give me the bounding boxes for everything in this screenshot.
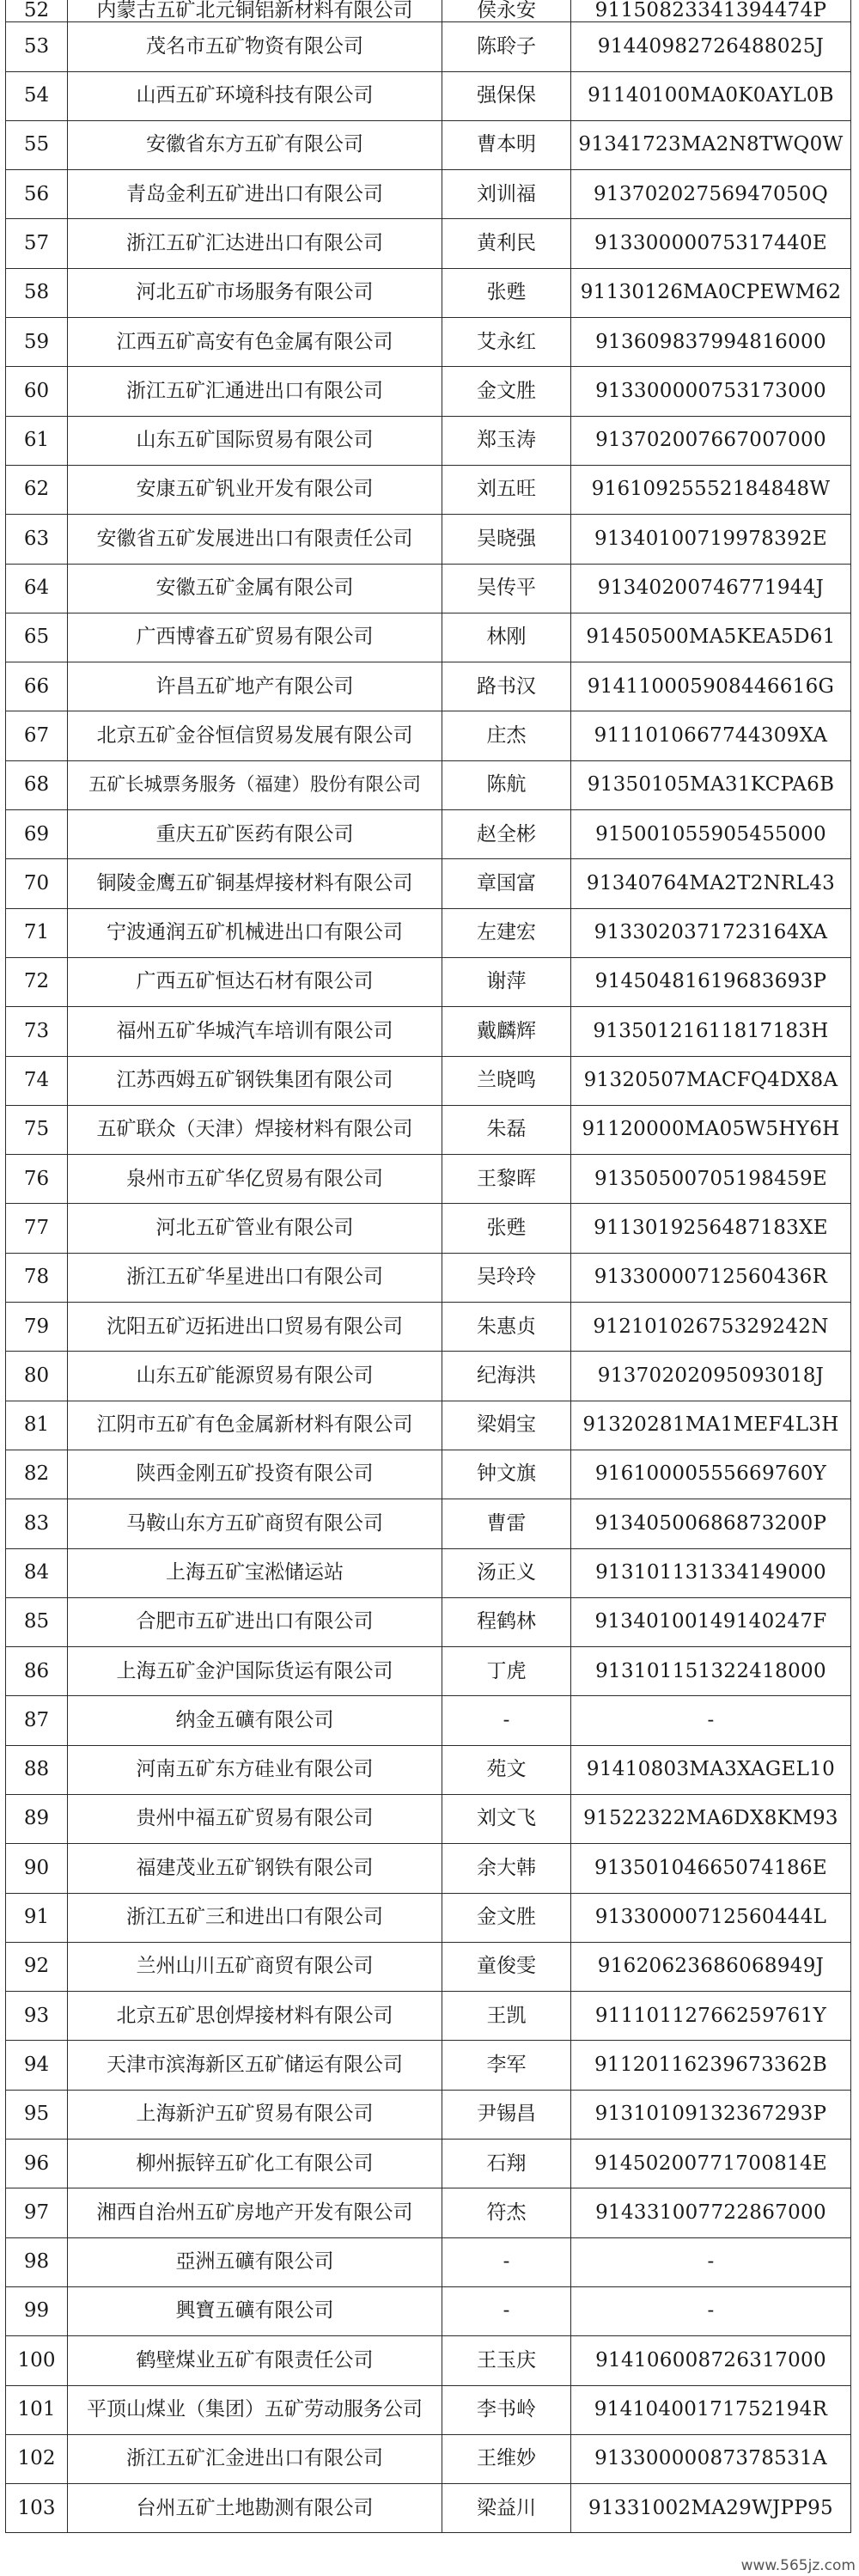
row-number: 93	[6, 1992, 68, 2041]
table-row	[6, 1499, 851, 1548]
company-name: 安徽省东方五矿有限公司	[68, 120, 442, 169]
credit-code: -	[571, 1696, 851, 1745]
legal-representative: 张甦	[442, 268, 571, 317]
credit-code: 915001055905455000	[571, 810, 851, 859]
credit-code: 91320281MA1MEF4L3H	[571, 1401, 851, 1450]
company-name: 浙江五矿汇通进出口有限公司	[68, 367, 442, 416]
legal-representative: 吴晓强	[442, 515, 571, 564]
legal-representative: 路书汉	[442, 662, 571, 711]
table-row	[6, 1548, 851, 1597]
row-number: 64	[6, 564, 68, 613]
legal-representative: 朱磊	[442, 1105, 571, 1154]
company-name: 浙江五矿汇金进出口有限公司	[68, 2434, 442, 2483]
table-row	[6, 0, 851, 22]
company-name: 江苏西姆五矿钢铁集团有限公司	[68, 1056, 442, 1105]
row-number: 67	[6, 711, 68, 760]
table-row	[6, 1647, 851, 1696]
table-row	[6, 1450, 851, 1499]
legal-representative: 刘文飞	[442, 1794, 571, 1843]
table-row	[6, 2484, 851, 2533]
legal-representative: 左建宏	[442, 908, 571, 957]
row-number: 54	[6, 71, 68, 120]
company-name: 河北五矿市场服务有限公司	[68, 268, 442, 317]
company-name: 贵州中福五矿贸易有限公司	[68, 1794, 442, 1843]
credit-code: 91350105MA31KCPA6B	[571, 760, 851, 809]
legal-representative: 戴麟辉	[442, 1007, 571, 1056]
company-name: 安康五矿钒业开发有限公司	[68, 465, 442, 514]
table-row	[6, 2090, 851, 2139]
table-row	[6, 2237, 851, 2286]
legal-representative: -	[442, 1696, 571, 1745]
legal-representative: 梁益川	[442, 2484, 571, 2533]
row-number: 82	[6, 1450, 68, 1499]
row-number: 52	[6, 0, 68, 22]
company-name: 河北五矿管业有限公司	[68, 1204, 442, 1253]
table-row	[6, 515, 851, 564]
company-name: 北京五矿思创焊接材料有限公司	[68, 1992, 442, 2041]
company-name: 广西博睿五矿贸易有限公司	[68, 613, 442, 662]
table-row	[6, 120, 851, 169]
company-name: 山东五矿国际贸易有限公司	[68, 416, 442, 465]
table-row	[6, 318, 851, 367]
credit-code: 913101151322418000	[571, 1647, 851, 1696]
company-name: 广西五矿恒达石材有限公司	[68, 957, 442, 1006]
company-name: 上海五矿宝淞储运站	[68, 1548, 442, 1597]
table-row	[6, 1352, 851, 1401]
legal-representative: 金文胜	[442, 367, 571, 416]
company-name: 马鞍山东方五矿商贸有限公司	[68, 1499, 442, 1548]
credit-code: 91350104665074186E	[571, 1844, 851, 1893]
legal-representative: 王维妙	[442, 2434, 571, 2483]
legal-representative: 童俊雯	[442, 1942, 571, 1991]
table-row	[6, 957, 851, 1006]
table-row	[6, 22, 851, 71]
row-number: 85	[6, 1597, 68, 1646]
company-name: 鹤壁煤业五矿有限责任公司	[68, 2336, 442, 2385]
company-name: 福州五矿华城汽车培训有限公司	[68, 1007, 442, 1056]
company-name: 宁波通润五矿机械进出口有限公司	[68, 908, 442, 957]
row-number: 66	[6, 662, 68, 711]
credit-code: 91440982726488025J	[571, 22, 851, 71]
legal-representative: 郑玉涛	[442, 416, 571, 465]
company-name: 興寶五礦有限公司	[68, 2286, 442, 2335]
row-number: 60	[6, 367, 68, 416]
credit-code: 91610925552184848W	[571, 465, 851, 514]
credit-code: 91370202095093018J	[571, 1352, 851, 1401]
company-name: 安徽五矿金属有限公司	[68, 564, 442, 613]
legal-representative: 苑文	[442, 1745, 571, 1794]
table-row	[6, 711, 851, 760]
table-row	[6, 1745, 851, 1794]
credit-code: 91350500705198459E	[571, 1155, 851, 1204]
legal-representative: 钟文旗	[442, 1450, 571, 1499]
row-number: 98	[6, 2237, 68, 2286]
credit-code: 914331007722867000	[571, 2188, 851, 2237]
legal-representative: 吴传平	[442, 564, 571, 613]
legal-representative: 余大韩	[442, 1844, 571, 1893]
legal-representative: 丁虎	[442, 1647, 571, 1696]
legal-representative: 艾永红	[442, 318, 571, 367]
credit-code: 91210102675329242N	[571, 1303, 851, 1352]
table-row	[6, 1696, 851, 1745]
table-row	[6, 1303, 851, 1352]
table-row	[6, 1597, 851, 1646]
company-name: 兰州山川五矿商贸有限公司	[68, 1942, 442, 1991]
row-number: 70	[6, 859, 68, 908]
legal-representative: 尹锡昌	[442, 2090, 571, 2139]
table-row	[6, 662, 851, 711]
legal-representative: -	[442, 2237, 571, 2286]
credit-code: 91340500686873200P	[571, 1499, 851, 1548]
credit-code: -	[571, 2286, 851, 2335]
company-name: 江西五矿高安有色金属有限公司	[68, 318, 442, 367]
company-name: 浙江五矿华星进出口有限公司	[68, 1253, 442, 1302]
credit-code: 914110005908446616G	[571, 662, 851, 711]
table-row	[6, 1942, 851, 1991]
company-name: 纳金五礦有限公司	[68, 1696, 442, 1745]
row-number: 76	[6, 1155, 68, 1204]
row-number: 73	[6, 1007, 68, 1056]
credit-code: 91120000MA05W5HY6H	[571, 1105, 851, 1154]
legal-representative: 王黎晖	[442, 1155, 571, 1204]
table-row	[6, 71, 851, 120]
table-row	[6, 367, 851, 416]
legal-representative: 谢萍	[442, 957, 571, 1006]
company-name: 江阴市五矿有色金属新材料有限公司	[68, 1401, 442, 1450]
table-row	[6, 2041, 851, 2090]
company-name: 沈阳五矿迈拓进出口贸易有限公司	[68, 1303, 442, 1352]
credit-code: 91330000087378531A	[571, 2434, 851, 2483]
table-row	[6, 760, 851, 809]
table-row	[6, 1401, 851, 1450]
legal-representative: 曹雷	[442, 1499, 571, 1548]
company-name: 福建茂业五矿钢铁有限公司	[68, 1844, 442, 1893]
credit-code: 91340200746771944J	[571, 564, 851, 613]
credit-code: 91330000712560436R	[571, 1253, 851, 1302]
credit-code: -	[571, 2237, 851, 2286]
company-name: 河南五矿东方硅业有限公司	[68, 1745, 442, 1794]
row-number: 80	[6, 1352, 68, 1401]
legal-representative: 金文胜	[442, 1893, 571, 1942]
company-name: 台州五矿土地勘测有限公司	[68, 2484, 442, 2533]
row-number: 92	[6, 1942, 68, 1991]
company-name: 泉州市五矿华亿贸易有限公司	[68, 1155, 442, 1204]
credit-code: 91310109132367293P	[571, 2090, 851, 2139]
legal-representative: 王玉庆	[442, 2336, 571, 2385]
table-row	[6, 465, 851, 514]
company-name: 平顶山煤业（集团）五矿劳动服务公司	[68, 2385, 442, 2434]
table-row	[6, 859, 851, 908]
row-number: 56	[6, 170, 68, 219]
table-row	[6, 1844, 851, 1893]
legal-representative: 汤正义	[442, 1548, 571, 1597]
legal-representative: 陈聆子	[442, 22, 571, 71]
credit-code: 91320507MACFQ4DX8A	[571, 1056, 851, 1105]
company-name: 重庆五矿医药有限公司	[68, 810, 442, 859]
legal-representative: 章国富	[442, 859, 571, 908]
credit-code: 91340100719978392E	[571, 515, 851, 564]
legal-representative: 黄利民	[442, 219, 571, 268]
legal-representative: 陈航	[442, 760, 571, 809]
row-number: 77	[6, 1204, 68, 1253]
table-row	[6, 2286, 851, 2335]
credit-code: 91350121611817183H	[571, 1007, 851, 1056]
company-name: 五矿长城票务服务（福建）股份有限公司	[68, 760, 442, 809]
company-name: 北京五矿金谷恒信贸易发展有限公司	[68, 711, 442, 760]
row-number: 63	[6, 515, 68, 564]
company-name: 山西五矿环境科技有限公司	[68, 71, 442, 120]
row-number: 62	[6, 465, 68, 514]
row-number: 71	[6, 908, 68, 957]
legal-representative: 强保保	[442, 71, 571, 120]
credit-code: 91150823341394474P	[571, 0, 851, 22]
credit-code: 91410803MA3XAGEL10	[571, 1745, 851, 1794]
table-row	[6, 2434, 851, 2483]
legal-representative: 朱惠贞	[442, 1303, 571, 1352]
company-name: 内蒙古五矿北元铜铝新材料有限公司	[68, 0, 442, 22]
row-number: 87	[6, 1696, 68, 1745]
row-number: 69	[6, 810, 68, 859]
legal-representative: 纪海洪	[442, 1352, 571, 1401]
credit-code: 91130126MA0CPEWM62	[571, 268, 851, 317]
table-row	[6, 1794, 851, 1843]
table-row	[6, 268, 851, 317]
credit-code: 91120116239673362B	[571, 2041, 851, 2090]
company-name: 上海五矿金沪国际货运有限公司	[68, 1647, 442, 1696]
company-name: 铜陵金鹰五矿铜基焊接材料有限公司	[68, 859, 442, 908]
table-row	[6, 416, 851, 465]
company-name: 陕西金刚五矿投资有限公司	[68, 1450, 442, 1499]
table-row	[6, 1204, 851, 1253]
credit-code: 914106008726317000	[571, 2336, 851, 2385]
company-name: 柳州振锌五矿化工有限公司	[68, 2140, 442, 2188]
table-row	[6, 219, 851, 268]
legal-representative: 梁娟宝	[442, 1401, 571, 1450]
legal-representative: 刘五旺	[442, 465, 571, 514]
credit-code: 913101131334149000	[571, 1548, 851, 1597]
row-number: 91	[6, 1893, 68, 1942]
row-number: 59	[6, 318, 68, 367]
legal-representative: 刘训福	[442, 170, 571, 219]
credit-code: 913702007667007000	[571, 416, 851, 465]
table-row	[6, 1992, 851, 2041]
row-number: 88	[6, 1745, 68, 1794]
company-name: 茂名市五矿物资有限公司	[68, 22, 442, 71]
table-row	[6, 1253, 851, 1302]
table-row	[6, 1155, 851, 1204]
site-watermark: www.565jz.com	[740, 2557, 856, 2574]
row-number: 99	[6, 2286, 68, 2335]
row-number: 79	[6, 1303, 68, 1352]
row-number: 58	[6, 268, 68, 317]
row-number: 89	[6, 1794, 68, 1843]
row-number: 61	[6, 416, 68, 465]
table-row	[6, 1007, 851, 1056]
credit-code: 91610000555669760Y	[571, 1450, 851, 1499]
legal-representative: 兰晓鸣	[442, 1056, 571, 1105]
row-number: 65	[6, 613, 68, 662]
legal-representative: 石翔	[442, 2140, 571, 2188]
credit-code: 913609837994816000	[571, 318, 851, 367]
row-number: 96	[6, 2140, 68, 2188]
row-number: 94	[6, 2041, 68, 2090]
credit-code: 913300000753173000	[571, 367, 851, 416]
legal-representative: 赵全彬	[442, 810, 571, 859]
row-number: 75	[6, 1105, 68, 1154]
company-name: 山东五矿能源贸易有限公司	[68, 1352, 442, 1401]
row-number: 102	[6, 2434, 68, 2483]
row-number: 78	[6, 1253, 68, 1302]
company-name: 安徽省五矿发展进出口有限责任公司	[68, 515, 442, 564]
table-row	[6, 2336, 851, 2385]
credit-code: 91522322MA6DX8KM93	[571, 1794, 851, 1843]
company-name: 浙江五矿三和进出口有限公司	[68, 1893, 442, 1942]
row-number: 74	[6, 1056, 68, 1105]
company-name: 合肥市五矿进出口有限公司	[68, 1597, 442, 1646]
credit-code: 9113019256487183XE	[571, 1204, 851, 1253]
credit-code: 91330000075317440E	[571, 219, 851, 268]
credit-code: 91450481619683693P	[571, 957, 851, 1006]
company-name: 青岛金利五矿进出口有限公司	[68, 170, 442, 219]
table-row	[6, 170, 851, 219]
company-name: 亞洲五礦有限公司	[68, 2237, 442, 2286]
legal-representative: 王凯	[442, 1992, 571, 2041]
table-row	[6, 810, 851, 859]
credit-code: 9133020371723164XA	[571, 908, 851, 957]
company-name: 浙江五矿汇达进出口有限公司	[68, 219, 442, 268]
row-number: 103	[6, 2484, 68, 2533]
row-number: 83	[6, 1499, 68, 1548]
legal-representative: -	[442, 2286, 571, 2335]
legal-representative: 程鹤林	[442, 1597, 571, 1646]
company-name: 上海新沪五矿贸易有限公司	[68, 2090, 442, 2139]
credit-code: 91370202756947050Q	[571, 170, 851, 219]
table-row	[6, 2140, 851, 2188]
credit-code: 91140100MA0K0AYL0B	[571, 71, 851, 120]
row-number: 55	[6, 120, 68, 169]
legal-representative: 林刚	[442, 613, 571, 662]
legal-representative: 张甦	[442, 1204, 571, 1253]
legal-representative: 吴玲玲	[442, 1253, 571, 1302]
row-number: 97	[6, 2188, 68, 2237]
row-number: 53	[6, 22, 68, 71]
row-number: 95	[6, 2090, 68, 2139]
legal-representative: 曹本明	[442, 120, 571, 169]
credit-code: 91340100149140247F	[571, 1597, 851, 1646]
table-row	[6, 2188, 851, 2237]
credit-code: 91410400171752194R	[571, 2385, 851, 2434]
credit-code: 91340764MA2T2NRL43	[571, 859, 851, 908]
row-number: 84	[6, 1548, 68, 1597]
row-number: 68	[6, 760, 68, 809]
legal-representative: 庄杰	[442, 711, 571, 760]
credit-code: 9111010667744309XA	[571, 711, 851, 760]
credit-code: 91330000712560444L	[571, 1893, 851, 1942]
company-name: 天津市滨海新区五矿储运有限公司	[68, 2041, 442, 2090]
company-name: 五矿联众（天津）焊接材料有限公司	[68, 1105, 442, 1154]
credit-code: 91110112766259761Y	[571, 1992, 851, 2041]
credit-code: 91331002MA29WJPP95	[571, 2484, 851, 2533]
row-number: 72	[6, 957, 68, 1006]
company-name: 许昌五矿地产有限公司	[68, 662, 442, 711]
table-row	[6, 1893, 851, 1942]
table-body	[6, 0, 851, 2533]
row-number: 90	[6, 1844, 68, 1893]
credit-code: 91450200771700814E	[571, 2140, 851, 2188]
credit-code: 91620623686068949J	[571, 1942, 851, 1991]
row-number: 100	[6, 2336, 68, 2385]
row-number: 101	[6, 2385, 68, 2434]
company-list-table	[5, 0, 851, 2533]
row-number: 81	[6, 1401, 68, 1450]
row-number: 57	[6, 219, 68, 268]
table-row	[6, 2385, 851, 2434]
table-row	[6, 908, 851, 957]
company-name: 湘西自治州五矿房地产开发有限公司	[68, 2188, 442, 2237]
table-row	[6, 613, 851, 662]
table-row	[6, 564, 851, 613]
legal-representative: 侯永安	[442, 0, 571, 22]
legal-representative: 李军	[442, 2041, 571, 2090]
credit-code: 91341723MA2N8TWQ0W	[571, 120, 851, 169]
table-row	[6, 1056, 851, 1105]
legal-representative: 符杰	[442, 2188, 571, 2237]
row-number: 86	[6, 1647, 68, 1696]
credit-code: 91450500MA5KEA5D61	[571, 613, 851, 662]
legal-representative: 李书岭	[442, 2385, 571, 2434]
table-row	[6, 1105, 851, 1154]
